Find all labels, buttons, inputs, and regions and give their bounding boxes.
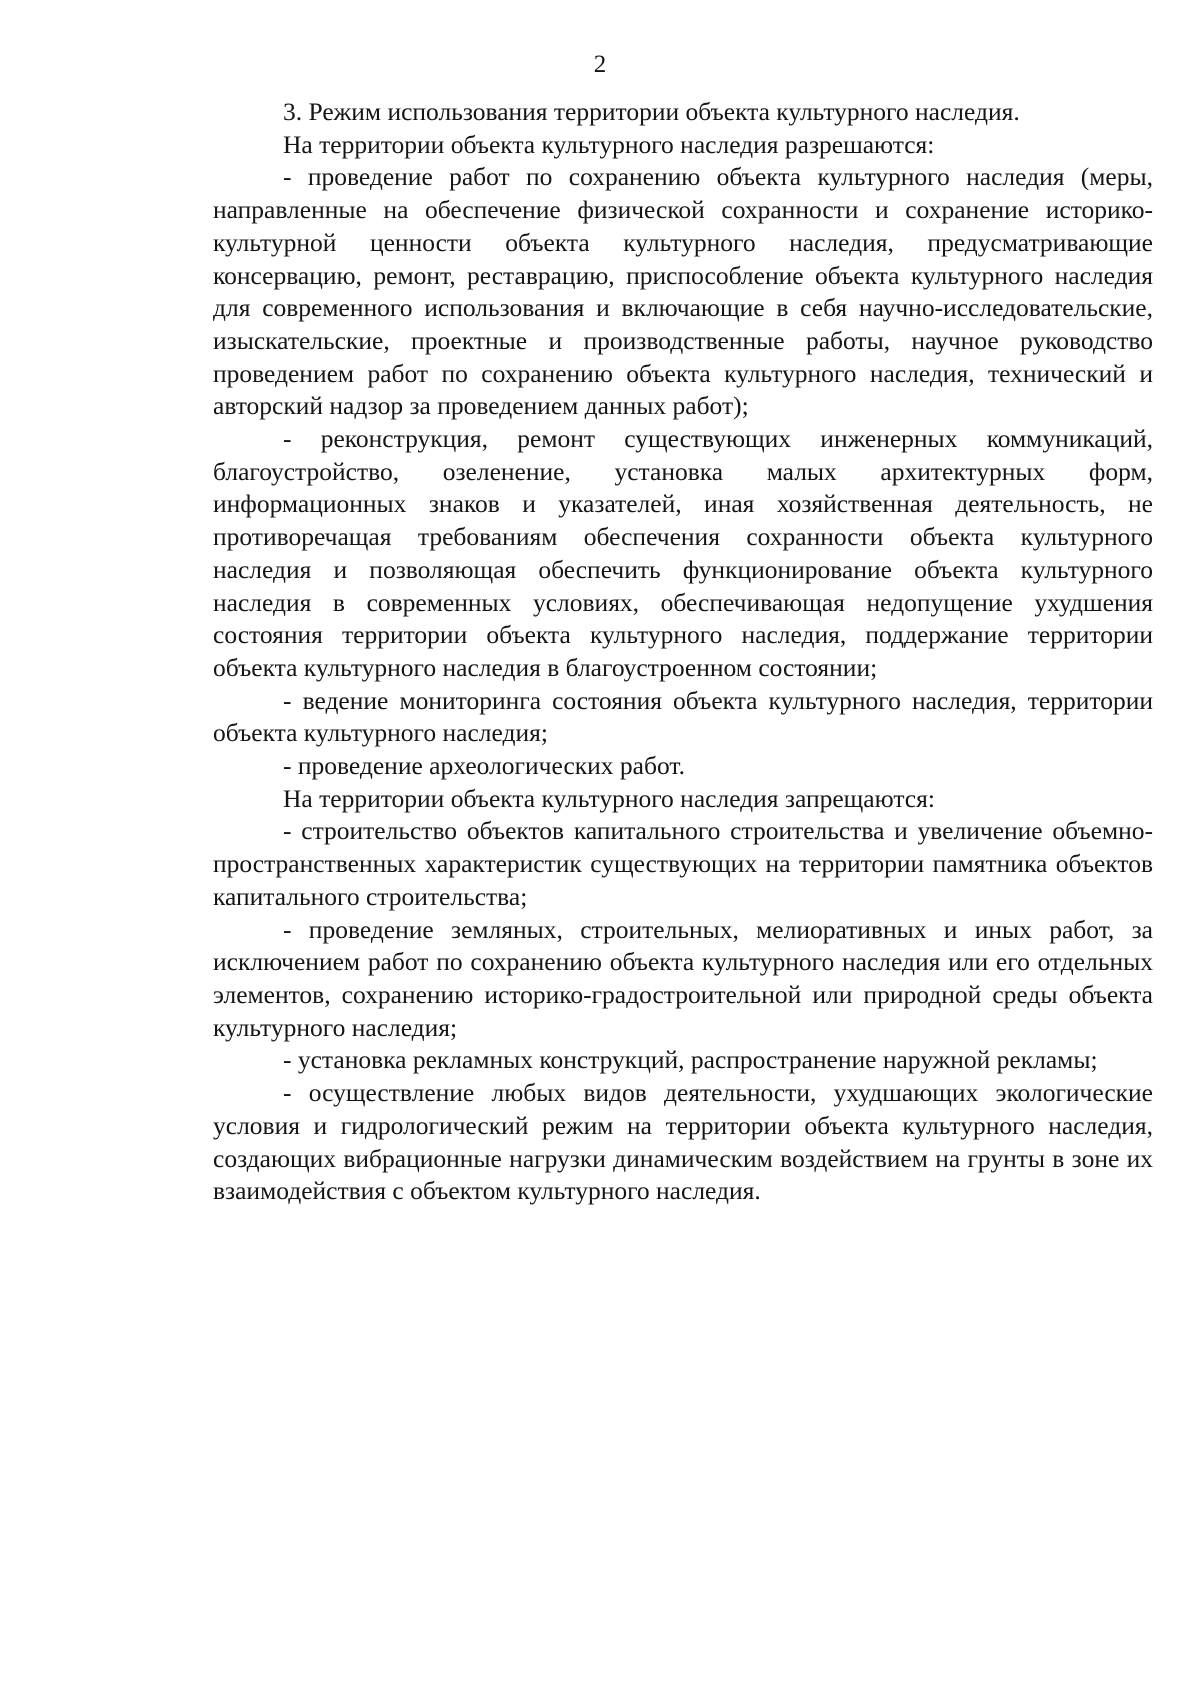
prohibited-item-construction: - строительство объектов капитального строительства и увеличение объемно-пространственных характеристик существующих на территории памятника объектов капитального строительства; xyxy=(213,816,1153,911)
prohibited-intro: На территории объекта культурного наследия запрещаются: xyxy=(283,783,935,813)
prohibited-item-earthworks: - проведение земляных, строительных, мелиоративных и иных работ, за исключением работ по сохранению объекта культурного наследия или его отдельных элементов, сохранению историко-градостроительной или природной среды объекта культурного наследия; xyxy=(213,914,1153,1042)
section-heading: 3. Режим использования территории объекта культурного наследия. xyxy=(283,97,1020,126)
allowed-intro: На территории объекта культурного наследия разрешаются: xyxy=(283,129,935,159)
document-body xyxy=(213,96,1153,1208)
allowed-item-reconstruction: - реконструкция, ремонт существующих инженерных коммуникаций, благоустройство, озеленение, установка малых архитектурных форм, информационных знаков и указателей, иная хозяйственная деятельность, не противоречащая требованиям обеспечения сохранности объекта культурного наследия и позволяющая обеспечить функционирование объекта культурного наследия в современных условиях, обеспечивающая недопущение ухудшения состояния территории объекта культурного наследия, поддержание территории объекта культурного наследия в благоустроенном состоянии; xyxy=(213,424,1153,682)
prohibited-item-harmful-activity: - осуществление любых видов деятельности, ухудшающих экологические условия и гидрологический режим на территории объекта культурного наследия, создающих вибрационные нагрузки динамическим воздействием на грунты в зоне их взаимодействия с объектом культурного наследия. xyxy=(213,1078,1153,1206)
prohibited-item-advertising: - установка рекламных конструкций, распространение наружной рекламы; xyxy=(283,1045,1098,1075)
allowed-item-archaeology: - проведение археологических работ. xyxy=(283,751,685,781)
allowed-item-monitoring: - ведение мониторинга состояния объекта культурного наследия, территории объекта культурного наследия; xyxy=(213,685,1153,748)
allowed-item-preservation-works: - проведение работ по сохранению объекта культурного наследия (меры, направленные на обеспечение физической сохранности и сохранение историко-культурной ценности объекта культурного наследия, предусматривающие консервацию, ремонт, реставрацию, приспособление объекта культурного наследия для современного использования и включающие в себя научно-исследовательские, изыскательские, проектные и производственные работы, научное руководство проведением работ по сохранению объекта культурного наследия, технический и авторский надзор за проведением данных работ); xyxy=(213,162,1153,421)
page-number: 2 xyxy=(593,51,607,78)
